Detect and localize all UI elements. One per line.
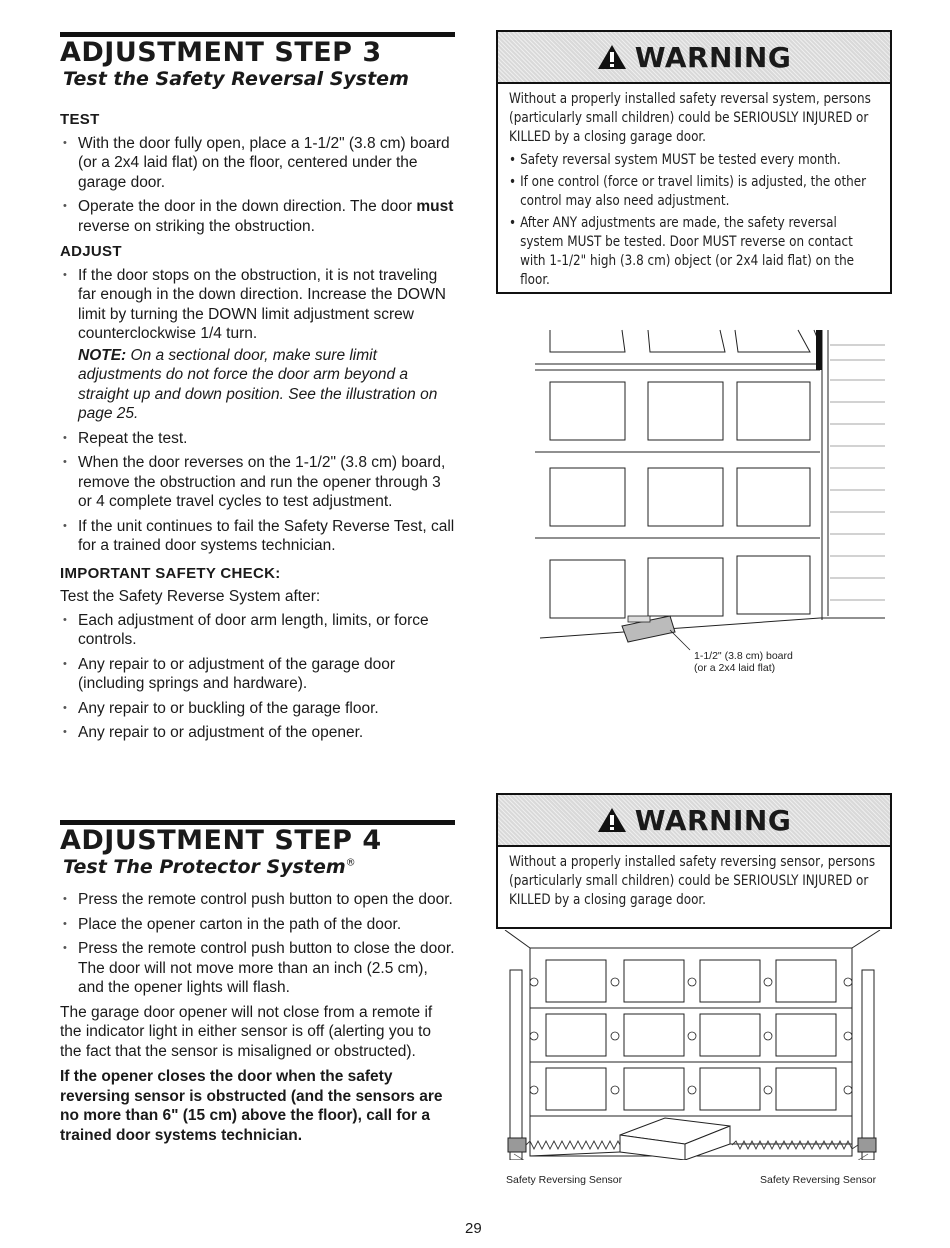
warning-header — [498, 32, 890, 84]
list-item: • If the unit continues to fail the Safety Reverse Test, call for a trained door systems technician. — [60, 517, 455, 556]
test-list — [60, 134, 455, 237]
board-caption — [694, 650, 793, 674]
note-label: NOTE: — [78, 346, 127, 364]
list-item: • Any repair to or adjustment of the garage door (including springs and hardware). — [60, 655, 455, 694]
list-item: • After ANY adjustments are made, the safety reversal system MUST be tested. Door MUST reverse on contact with 1-1/2" high (3.8 cm) object (or 2x4 laid flat) on the floor. — [509, 214, 877, 290]
step3-subheading: Test the Safety Reversal System — [63, 68, 409, 90]
step4-subheading — [63, 856, 356, 878]
list-item: • Press the remote control push button to close the door. The door will not move more than an inch (2.5 cm), and the opener lights will flash. — [60, 939, 455, 998]
list-item: • With the door fully open, place a 1-1/2" (3.8 cm) board (or a 2x4 laid flat) on the floor, centered under the garage door. — [60, 134, 455, 193]
list-item: • If one control (force or travel limits) is adjusted, the other control may also need adjustment. — [509, 173, 877, 211]
safety-check-intro: Test the Safety Reverse System after: — [60, 588, 321, 605]
warning-title: WARNING — [634, 40, 792, 74]
step4-subheading-text: Test The Protector System — [63, 856, 346, 878]
warning-body — [498, 847, 888, 918]
list-item — [60, 266, 455, 424]
step3-body — [60, 110, 455, 748]
step3-heading: ADJUSTMENT STEP 3 — [60, 37, 382, 68]
warning-triangle-icon — [597, 44, 627, 70]
list-item: • When the door reverses on the 1-1/2" (3.8 cm) board, remove the obstruction and run the opener through 3 or 4 complete travel cycles to test adjustment. — [60, 453, 455, 512]
safety-check-label: IMPORTANT SAFETY CHECK: — [60, 564, 281, 582]
list-item: • Safety reversal system MUST be tested every month. — [509, 151, 877, 170]
warning-title: WARNING — [634, 803, 792, 837]
list-item: • Any repair to or adjustment of the opener. — [60, 723, 455, 743]
safety-check-list — [60, 611, 455, 743]
warning-triangle-icon — [597, 807, 627, 833]
sensor-test-illustration — [500, 930, 890, 1160]
list-item: • Each adjustment of door arm length, limits, or force controls. — [60, 611, 455, 650]
list-item: • Any repair to or buckling of the garage floor. — [60, 699, 455, 719]
note-text: On a sectional door, make sure limit adjustments do not force the door arm beyond a straight up and down position. See the illustration on page 25. — [78, 346, 438, 422]
warning-box-1 — [496, 30, 892, 294]
warning-box-2 — [496, 793, 892, 929]
registered-mark: ® — [345, 857, 356, 869]
list-item: • Place the opener carton in the path of the door. — [60, 915, 455, 935]
step4-bold-paragraph: If the opener closes the door when the safety reversing sensor is obstructed (and the sensors are no more than 6" (15 cm) above the floor), call for a trained door systems technician. — [60, 1068, 443, 1144]
adjust-text: If the door stops on the obstruction, it is not traveling far enough in the down direction. Increase the DOWN limit by turning the DOWN limit adjustment screw counterclockwise 1/4 turn. — [78, 266, 446, 342]
board-caption-line1: 1-1/2" (3.8 cm) board — [694, 650, 793, 662]
right-sensor-label: Safety Reversing Sensor — [760, 1174, 877, 1186]
warning-list — [509, 151, 877, 290]
board-caption-line2: (or a 2x4 laid flat) — [694, 662, 776, 674]
step4-heading: ADJUSTMENT STEP 4 — [60, 825, 382, 856]
step4-list — [60, 890, 455, 998]
step4-body — [60, 890, 455, 1145]
step4-paragraph: The garage door opener will not close from a remote if the indicator light in either sensor is off (alerting you to the fact that the sensor is misaligned or obstructed). — [60, 1003, 433, 1060]
warning-intro: Without a properly installed safety reversal system, persons (particularly small children) could be SERIOUSLY INJURED or KILLED by a closing garage door. — [509, 91, 871, 145]
garage-door-board-illustration — [530, 320, 890, 660]
adjust-list — [60, 266, 455, 556]
list-item: • Press the remote control push button to open the door. — [60, 890, 455, 910]
test-label: TEST — [60, 111, 100, 128]
warning-body — [498, 84, 888, 301]
warning-text: Without a properly installed safety reversing sensor, persons (particularly small children) could be SERIOUSLY INJURED or KILLED by a closing garage door. — [509, 854, 876, 908]
adjust-label: ADJUST — [60, 243, 122, 260]
left-sensor-label: Safety Reversing Sensor — [506, 1174, 623, 1186]
list-item: • Operate the door in the down direction. The door must reverse on striking the obstruction. — [60, 197, 455, 236]
list-item: • Repeat the test. — [60, 429, 455, 449]
warning-header — [498, 795, 890, 847]
page-number: 29 — [465, 1220, 482, 1237]
note — [78, 346, 455, 424]
